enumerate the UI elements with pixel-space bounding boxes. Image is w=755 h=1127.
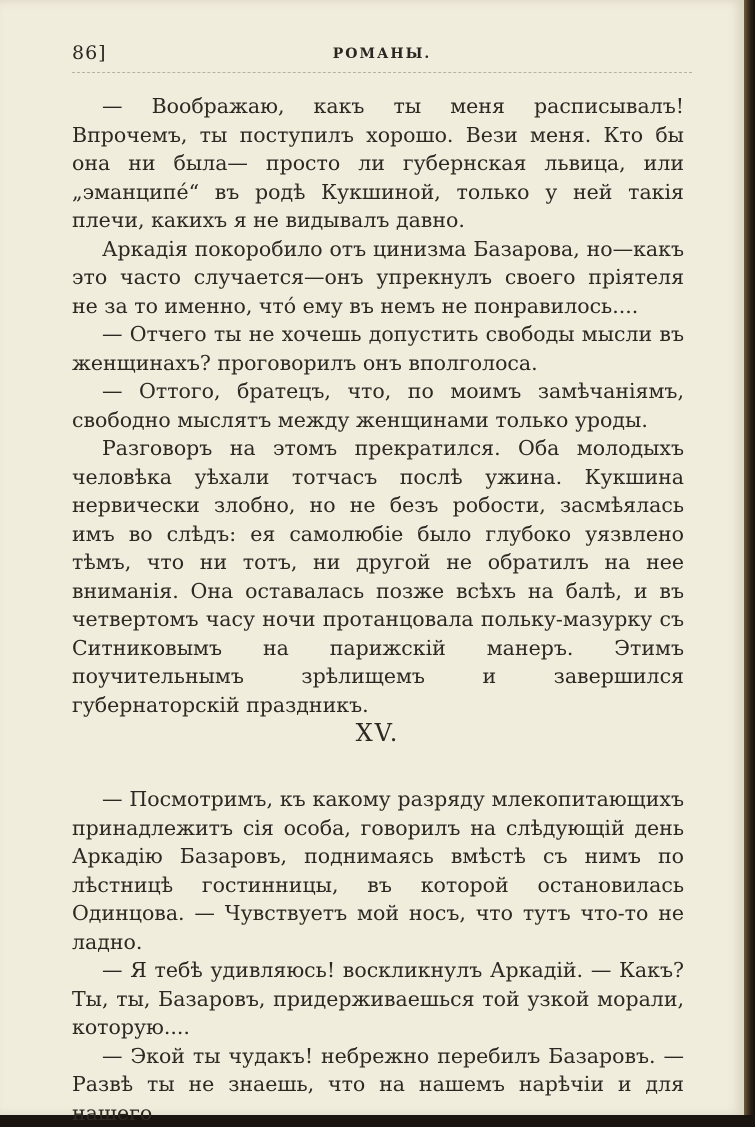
page-number: 86] [72,42,107,64]
paragraph: — Воображаю, какъ ты меня расписывалъ! Впрочемъ, ты поступилъ хорошо. Вези меня. Кто бы она ни была— просто ли губернская львица, или „эманципé“ въ родѣ Кукшиной, только у ней такія плечи, какихъ я не видывалъ давно. [72,92,684,235]
paragraph: — Отчего ты не хочешь допустить свободы мысли въ женщинахъ? проговорилъ онъ вполголоса. [72,320,684,377]
paragraph: — Экой ты чудакъ! небрежно перебилъ Базаровъ. — Развѣ ты не знаешь, что на нашемъ нарѣчіи и для нашего [72,1042,684,1127]
page-edge [744,0,755,1115]
paragraph: — Посмотримъ, къ какому разряду млекопитающихъ принадлежитъ сія особа, говорилъ на слѣдующій день Аркадію Базаровъ, поднимаясь вмѣстѣ съ нимъ по лѣстницѣ гостинницы, въ которой остановилась Одинцова. — Чувствуетъ мой носъ, что тутъ что-то не ладно. [72,785,684,956]
paragraph: Аркадія покоробило отъ цинизма Базарова, но—какъ это часто случается—онъ упрекнулъ своего пріятеля не за то именно, что́ ему въ немъ не понравилось.... [72,235,684,321]
chapter-heading: XV. [0,719,755,747]
running-title: РОМАНЫ. [72,46,692,62]
text-block-before-chapter [72,92,684,719]
paragraph: Разговоръ на этомъ прекратился. Оба молодыхъ человѣка уѣхали тотчасъ послѣ ужина. Кукшина нервически злобно, но не безъ робости, засмѣялась имъ во слѣдъ: ея самолюбіе было глубоко уязвлено тѣмъ, что ни тотъ, ни другой не обратилъ на нее вниманія. Она оставалась позже всѣхъ на балѣ, и въ четвертомъ часу ночи протанцовала польку-мазурку съ Ситниковымъ на парижскій манеръ. Этимъ поучительнымъ зрѣлищемъ и завершился губернаторскій праздникъ. [72,434,684,719]
header-rule [72,72,692,73]
paragraph: — Оттого, братецъ, что, по моимъ замѣчаніямъ, свободно мыслятъ между женщинами только уроды. [72,377,684,434]
running-head [72,40,692,70]
text-block-after-chapter [72,785,684,1127]
paragraph: — Я тебѣ удивляюсь! воскликнулъ Аркадій. — Какъ? Ты, ты, Базаровъ, придерживаешься той узкой морали, которую.... [72,956,684,1042]
